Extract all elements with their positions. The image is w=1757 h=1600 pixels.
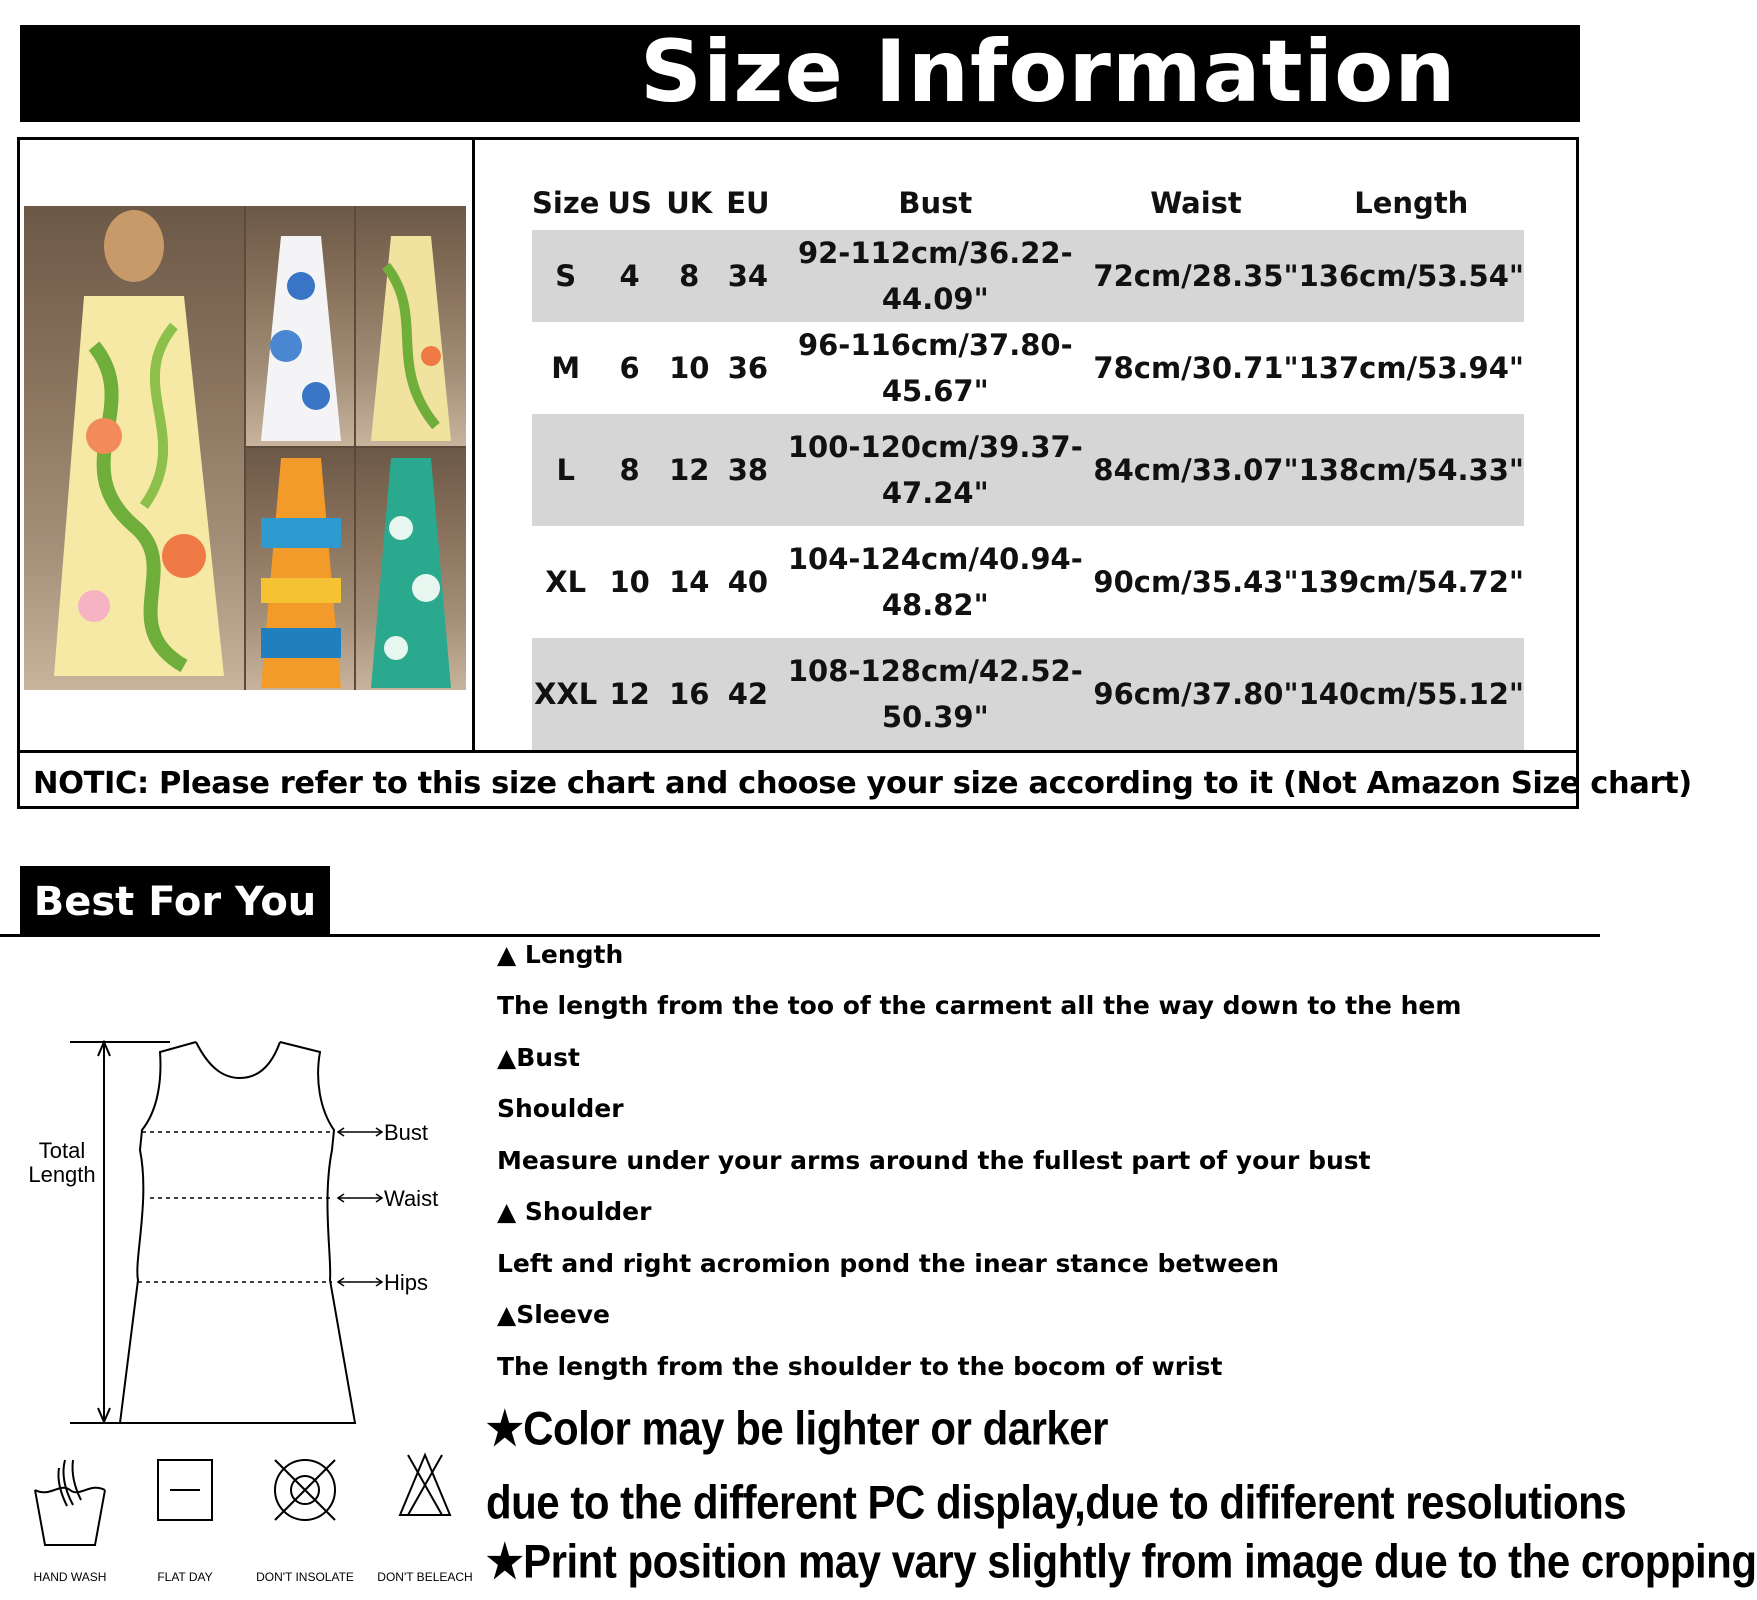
cell-bust-line1: 108-128cm/42.52-: [787, 654, 1083, 688]
print-note: ★Print position may vary slightly from image due to the cropping: [486, 1535, 1757, 1588]
cell-length: 136cm/53.54": [1299, 230, 1524, 322]
cell-bust-line2: 47.24": [881, 476, 989, 510]
cell-size: S: [532, 230, 599, 322]
size-notice: NOTIC: Please refer to this size chart and choose your size according to it (Not Amazon Size chart): [33, 766, 1692, 801]
bust-title: ▲Bust: [497, 1043, 580, 1072]
cell-size: L: [532, 414, 599, 526]
label-total-line2: Length: [28, 1162, 96, 1187]
cell-waist: 72cm/28.35": [1093, 230, 1298, 322]
shoulder-description: Left and right acromion pond the inear stance between: [497, 1249, 1280, 1278]
no-sun-dry-icon: [250, 1450, 360, 1560]
no-bleach-icon: [370, 1450, 480, 1560]
cell-eu: 40: [727, 565, 769, 599]
bust-description: Measure under your arms around the fullest part of your bust: [497, 1146, 1371, 1175]
cell-waist: 78cm/30.71": [1093, 351, 1299, 385]
hand-wash-label: HAND WASH: [33, 1570, 107, 1584]
table-row: [532, 414, 1524, 526]
cell-length: 140cm/55.12": [1299, 638, 1524, 750]
cell-uk: 8: [660, 230, 719, 322]
hand-wash-icon: [15, 1450, 125, 1560]
photo-stripe-dress: [246, 448, 354, 690]
cell-waist: 84cm/33.07": [1093, 414, 1298, 526]
no-sun-care: [250, 1450, 360, 1600]
sleeve-description: The length from the shoulder to the bocom of wrist: [497, 1352, 1223, 1381]
length-title: ▲ Length: [497, 940, 624, 969]
cell-size: XXL: [532, 638, 599, 750]
cell-length: 138cm/54.33": [1299, 414, 1524, 526]
cell-eu: 38: [719, 414, 778, 526]
table-row: [532, 322, 1524, 414]
flat-dry-care: [130, 1450, 240, 1600]
cell-us: 8: [599, 414, 659, 526]
cell-length: 139cm/54.72": [1298, 565, 1524, 599]
label-waist: Waist: [384, 1186, 439, 1211]
cell-uk: 14: [669, 565, 710, 599]
photo-blue-leaf-dress: [246, 206, 354, 446]
photo-floral-yellow-dress: [24, 206, 244, 690]
cell-us: 4: [599, 230, 659, 322]
shoulder-word: Shoulder: [497, 1094, 624, 1123]
flat-dry-label: FLAT DAY: [157, 1570, 213, 1584]
cell-bust: [777, 526, 1093, 638]
cell-bust: [777, 414, 1093, 526]
display-note: due to the different PC display,due to dififerent resolutions: [486, 1476, 1627, 1529]
cell-bust: 92-112cm/36.22-44.09": [777, 230, 1093, 322]
frame-divider-vertical: [472, 140, 475, 753]
header-uk: UK: [666, 185, 713, 220]
cell-us: 12: [599, 638, 659, 750]
best-for-you-heading: Best For You: [20, 866, 330, 936]
length-description: The length from the too of the carment all the way down to the hem: [497, 991, 1462, 1020]
header-bust: Bust: [898, 185, 973, 220]
cell-us: 6: [619, 351, 640, 385]
header-length: Length: [1354, 185, 1469, 220]
label-hips: Hips: [384, 1270, 429, 1295]
frame-divider-horizontal: [17, 750, 1579, 753]
flat-dry-icon: [130, 1450, 240, 1560]
table-row: [532, 526, 1524, 638]
no-bleach-care: [370, 1450, 480, 1600]
label-total-line1: Total: [38, 1138, 86, 1163]
cell-bust: 96-116cm/37.80-45.67": [797, 328, 1073, 408]
cell-eu: 34: [719, 230, 778, 322]
cell-eu: 42: [719, 638, 778, 750]
cell-uk: 16: [660, 638, 719, 750]
page-title: Size Information: [640, 22, 1457, 122]
header-us: US: [607, 185, 652, 220]
size-table: [532, 175, 1524, 750]
cell-uk: 10: [669, 351, 710, 385]
no-bleach-label: DON'T BELEACH: [377, 1570, 473, 1584]
dress-measurement-diagram: [10, 1030, 480, 1440]
product-photo-collage: [24, 206, 466, 690]
no-sun-label: DON'T INSOLATE: [256, 1570, 354, 1584]
section-rule: [0, 934, 1600, 937]
cell-bust: [777, 638, 1093, 750]
cell-uk: 12: [660, 414, 719, 526]
shoulder-title: ▲ Shoulder: [497, 1197, 652, 1226]
photo-tropical-dress: [356, 206, 466, 446]
label-bust: Bust: [384, 1120, 429, 1145]
cell-bust-line2: 50.39": [881, 700, 989, 734]
sleeve-title: ▲Sleeve: [497, 1300, 610, 1329]
cell-size: M: [551, 351, 581, 385]
cell-length: 137cm/53.94": [1298, 351, 1524, 385]
cell-us: 10: [609, 565, 650, 599]
table-header-row: [532, 175, 1524, 230]
cell-bust-line1: 104-124cm/40.94-: [787, 542, 1083, 576]
cell-size: XL: [545, 565, 587, 599]
hand-wash-care: [15, 1450, 125, 1600]
header-size: Size: [532, 185, 600, 220]
cell-bust-line2: 48.82": [881, 588, 989, 622]
table-row: [532, 230, 1524, 322]
table-row: [532, 638, 1524, 750]
cell-waist: 90cm/35.43": [1093, 565, 1299, 599]
cell-eu: 36: [727, 351, 769, 385]
header-waist: Waist: [1150, 185, 1242, 220]
cell-waist: 96cm/37.80": [1093, 638, 1298, 750]
header-eu: EU: [726, 185, 770, 220]
cell-bust-line1: 100-120cm/39.37-: [787, 430, 1083, 464]
color-note: ★Color may be lighter or darker: [486, 1402, 1108, 1455]
photo-teal-paisley-dress: [356, 448, 466, 690]
